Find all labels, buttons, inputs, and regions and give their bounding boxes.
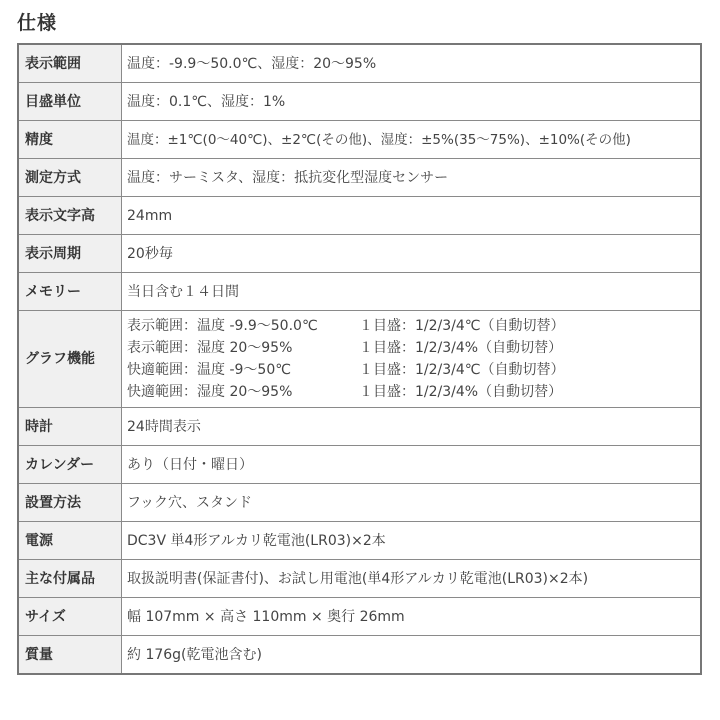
row-value: 温度：-9.9～50.0℃、湿度：20～95% [122,44,702,83]
table-row [18,159,701,197]
graph-line [127,381,700,403]
graph-range: 表示範囲：温度 -9.9～50.0℃ [127,318,318,334]
graph-scale: １目盛：1/2/3/4℃（自動切替） [359,362,565,378]
row-label: 表示周期 [18,235,122,273]
row-label: 表示文字高 [18,197,122,235]
table-row [18,235,701,273]
row-value: 幅 107mm × 高さ 110mm × 奥行 26mm [122,598,702,636]
row-label: 質量 [18,636,122,675]
row-value: 20秒毎 [122,235,702,273]
table-row [18,273,701,311]
page-title: 仕様 [17,12,58,34]
row-label: 主な付属品 [18,560,122,598]
graph-range: 表示範囲：湿度 20～95% [127,340,293,356]
table-row [18,197,701,235]
table-row [18,522,701,560]
row-label: 表示範囲 [18,44,122,83]
row-value: DC3V 単4形アルカリ乾電池(LR03)×2本 [122,522,702,560]
row-value: 取扱説明書(保証書付)、お試し用電池(単4形アルカリ乾電池(LR03)×2本) [122,560,702,598]
table-row [18,311,701,408]
row-label: 設置方法 [18,484,122,522]
row-value: あり（日付・曜日） [122,446,702,484]
graph-range: 快適範囲：温度 -9～50℃ [127,362,291,378]
row-label: グラフ機能 [18,311,122,408]
graph-line [127,359,700,381]
row-value: 温度：サーミスタ、湿度：抵抗変化型湿度センサー [122,159,702,197]
graph-line [127,315,700,337]
graph-line [127,337,700,359]
row-value: 24mm [122,197,702,235]
row-label: サイズ [18,598,122,636]
table-row [18,408,701,446]
row-value: 温度：±1℃(0～40℃)、±2℃(その他)、湿度：±5%(35～75%)、±10%(その他) [122,121,702,159]
table-row [18,446,701,484]
row-label: 目盛単位 [18,83,122,121]
graph-scale: １目盛：1/2/3/4%（自動切替） [359,384,563,400]
table-row [18,598,701,636]
table-row [18,44,701,83]
row-value: 温度：0.1℃、湿度：1% [122,83,702,121]
table-row [18,484,701,522]
row-value: 約 176g(乾電池含む) [122,636,702,675]
row-label: 測定方式 [18,159,122,197]
table-row [18,121,701,159]
table-row [18,636,701,675]
graph-scale: １目盛：1/2/3/4%（自動切替） [359,340,563,356]
graph-range: 快適範囲：湿度 20～95% [127,384,293,400]
table-row [18,83,701,121]
row-label: カレンダー [18,446,122,484]
row-value: 24時間表示 [122,408,702,446]
row-value: 当日含む１４日間 [122,273,702,311]
row-label: 精度 [18,121,122,159]
row-label: 電源 [18,522,122,560]
graph-function-value [122,311,702,408]
row-label: メモリー [18,273,122,311]
row-label: 時計 [18,408,122,446]
spec-table [17,43,702,675]
graph-scale: １目盛：1/2/3/4℃（自動切替） [359,318,565,334]
row-value: フック穴、スタンド [122,484,702,522]
table-row [18,560,701,598]
